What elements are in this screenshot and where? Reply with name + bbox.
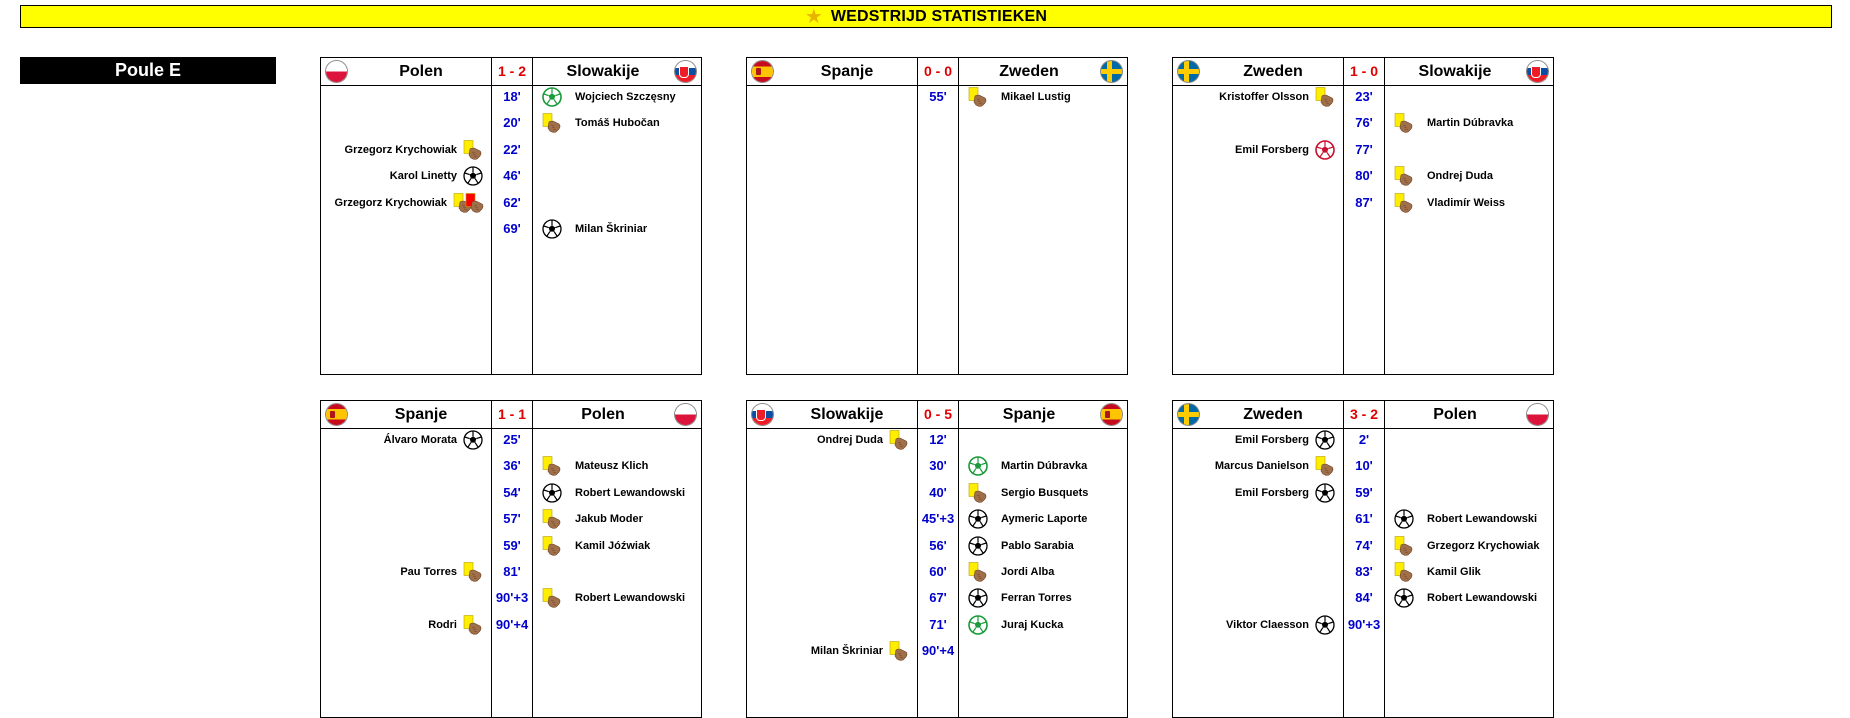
away-team-name: Zweden — [999, 63, 1059, 80]
yellow-card-icon — [463, 140, 483, 160]
event-minute: 90'+3 — [1347, 616, 1381, 632]
soccer-ball-icon — [1315, 483, 1335, 503]
event-row — [321, 482, 701, 504]
home-team-name: Spanje — [820, 63, 874, 80]
match-card — [746, 57, 1128, 375]
player-name: Grzegorz Krychowiak — [334, 196, 447, 209]
yellow-red-card-icon — [453, 193, 485, 213]
event-minute: 12' — [929, 432, 947, 447]
player-name: Rodri — [428, 618, 457, 631]
player-name: Juraj Kucka — [1001, 618, 1064, 631]
home-team-name: Spanje — [394, 406, 448, 423]
event-minute: 74' — [1355, 537, 1373, 553]
penalty-ball-icon — [1315, 140, 1335, 160]
match-header — [1173, 58, 1553, 86]
event-row — [321, 587, 701, 609]
yellow-card-icon — [542, 113, 562, 133]
event-row — [747, 535, 1127, 557]
player-name: Ondrej Duda — [816, 434, 883, 446]
match-score: 3 - 2 — [1349, 406, 1378, 422]
event-minute: 55' — [929, 89, 947, 104]
player-name: Emil Forsberg — [1235, 434, 1309, 446]
home-team-name: Zweden — [1243, 63, 1303, 80]
star-icon: ★ — [804, 5, 823, 28]
yellow-card-icon — [1394, 113, 1414, 133]
yellow-card-icon — [968, 562, 988, 582]
match-header — [747, 58, 1127, 86]
home-team-name: Polen — [399, 63, 443, 80]
event-row — [1173, 139, 1553, 161]
event-row — [1173, 561, 1553, 583]
soccer-ball-icon — [968, 536, 988, 556]
yellow-card-icon — [968, 87, 988, 107]
event-row — [747, 614, 1127, 636]
stats-banner — [20, 5, 1832, 28]
event-row — [321, 218, 701, 240]
match-card — [320, 400, 702, 718]
flag-icon — [1178, 61, 1199, 82]
event-minute: 18' — [503, 89, 521, 104]
match-card — [746, 400, 1128, 718]
player-name: Álvaro Morata — [383, 434, 457, 446]
flag-icon — [1101, 404, 1122, 425]
player-name: Kamil Glik — [1427, 566, 1481, 578]
player-name: Pablo Sarabia — [1001, 539, 1074, 552]
event-row — [747, 561, 1127, 583]
event-row — [1173, 112, 1553, 134]
event-row — [1173, 482, 1553, 504]
player-name: Robert Lewandowski — [575, 592, 686, 605]
event-minute: 87' — [1355, 194, 1373, 210]
yellow-card-icon — [1394, 536, 1414, 556]
event-minute: 10' — [1355, 458, 1373, 474]
flag-icon — [675, 61, 696, 82]
event-row — [747, 455, 1127, 477]
soccer-ball-icon — [1394, 509, 1414, 529]
match-score: 0 - 5 — [923, 406, 952, 422]
soccer-ball-icon — [968, 509, 988, 529]
event-row — [1173, 429, 1553, 451]
event-minute: 90'+4 — [495, 616, 529, 632]
flag-icon — [326, 61, 347, 82]
soccer-ball-icon — [542, 483, 562, 503]
own-goal-ball-icon — [542, 87, 562, 107]
player-name: Emil Forsberg — [1235, 143, 1309, 156]
event-minute: 67' — [929, 590, 947, 606]
soccer-ball-icon — [968, 588, 988, 608]
flag-icon — [675, 404, 696, 425]
yellow-card-icon — [542, 456, 562, 476]
flag-icon — [1527, 404, 1548, 425]
event-minute: 81' — [503, 564, 521, 579]
player-name: Mateusz Klich — [575, 460, 649, 473]
soccer-ball-icon — [463, 166, 483, 186]
yellow-card-icon — [542, 588, 562, 608]
match-header — [321, 401, 701, 429]
yellow-card-icon — [463, 562, 483, 582]
event-row — [747, 640, 1127, 662]
yellow-card-icon — [1394, 562, 1414, 582]
event-minute: 77' — [1355, 141, 1373, 157]
own-goal-ball-icon — [968, 615, 988, 635]
soccer-ball-icon — [463, 430, 483, 450]
flag-icon — [326, 404, 347, 425]
soccer-ball-icon — [1315, 430, 1335, 450]
event-row — [1173, 192, 1553, 214]
event-minute: 57' — [503, 511, 521, 527]
event-minute: 76' — [1355, 115, 1373, 131]
event-minute: 36' — [503, 458, 521, 474]
event-minute: 80' — [1355, 168, 1373, 184]
away-team-name: Spanje — [1002, 406, 1056, 423]
event-minute: 69' — [503, 221, 521, 236]
event-minute: 25' — [503, 432, 521, 447]
event-minute: 46' — [503, 168, 521, 184]
away-team-name: Slowakije — [566, 63, 640, 80]
home-team-name: Zweden — [1243, 406, 1303, 423]
yellow-card-icon — [889, 430, 909, 450]
event-row — [747, 482, 1127, 504]
player-name: Viktor Claesson — [1226, 618, 1309, 631]
player-name: Pau Torres — [400, 566, 457, 578]
event-row — [747, 508, 1127, 530]
event-minute: 23' — [1355, 89, 1373, 104]
event-row — [1173, 587, 1553, 609]
event-minute: 60' — [929, 564, 947, 579]
player-name: Mikael Lustig — [1001, 91, 1071, 103]
event-row — [747, 86, 1127, 108]
player-name: Karol Linetty — [389, 170, 457, 183]
soccer-ball-icon — [1315, 615, 1335, 635]
player-name: Ferran Torres — [1001, 592, 1072, 605]
event-minute: 20' — [503, 115, 521, 131]
flag-icon — [1101, 61, 1122, 82]
event-row — [321, 535, 701, 557]
player-name: Milan Škriniar — [810, 645, 883, 658]
match-card — [1172, 400, 1554, 718]
yellow-card-icon — [1394, 166, 1414, 186]
player-name: Milan Škriniar — [575, 223, 648, 235]
match-header — [1173, 401, 1553, 429]
yellow-card-icon — [889, 641, 909, 661]
event-row — [321, 429, 701, 451]
player-name: Robert Lewandowski — [1427, 592, 1538, 605]
event-row — [321, 614, 701, 636]
event-minute: 84' — [1355, 590, 1373, 606]
yellow-card-icon — [1394, 193, 1414, 213]
event-minute: 45'+3 — [921, 511, 955, 527]
banner-title: WEDSTRIJD STATISTIEKEN — [830, 7, 1048, 25]
player-name: Tomáš Hubočan — [575, 117, 660, 130]
player-name: Ondrej Duda — [1427, 170, 1494, 183]
event-minute: 62' — [503, 194, 521, 210]
yellow-card-icon — [463, 615, 483, 635]
yellow-card-icon — [542, 509, 562, 529]
match-score: 1 - 0 — [1349, 63, 1378, 79]
event-minute: 2' — [1358, 432, 1370, 447]
event-row — [321, 86, 701, 108]
own-goal-ball-icon — [968, 456, 988, 476]
flag-icon — [752, 61, 773, 82]
event-minute: 71' — [929, 616, 947, 632]
player-name: Robert Lewandowski — [1427, 513, 1538, 526]
event-minute: 61' — [1355, 511, 1373, 527]
player-name: Grzegorz Krychowiak — [1427, 539, 1540, 552]
player-name: Vladimír Weiss — [1427, 196, 1506, 209]
player-name: Martin Dúbravka — [1001, 460, 1088, 473]
match-header — [321, 58, 701, 86]
event-minute: 90'+4 — [921, 643, 955, 659]
away-team-name: Slowakije — [1418, 63, 1492, 80]
event-row — [1173, 508, 1553, 530]
event-row — [321, 561, 701, 583]
player-name: Robert Lewandowski — [575, 486, 686, 499]
home-team-name: Slowakije — [810, 406, 884, 423]
event-row — [321, 165, 701, 187]
match-score: 1 - 2 — [497, 63, 526, 79]
event-row — [321, 455, 701, 477]
away-team-name: Polen — [581, 406, 625, 423]
event-minute: 90'+3 — [495, 590, 529, 606]
event-minute: 54' — [503, 484, 521, 500]
flag-icon — [752, 404, 773, 425]
player-name: Grzegorz Krychowiak — [344, 143, 457, 156]
event-row — [321, 192, 701, 214]
flag-icon — [1178, 404, 1199, 425]
match-score: 1 - 1 — [497, 406, 526, 422]
player-name: Marcus Danielson — [1214, 460, 1309, 473]
event-row — [1173, 455, 1553, 477]
match-card — [1172, 57, 1554, 375]
match-card — [320, 57, 702, 375]
event-minute: 59' — [503, 537, 521, 553]
player-name: Kristoffer Olsson — [1219, 91, 1309, 103]
event-minute: 83' — [1355, 564, 1373, 579]
yellow-card-icon — [1315, 87, 1335, 107]
event-minute: 22' — [503, 141, 521, 157]
event-row — [321, 508, 701, 530]
event-row — [747, 587, 1127, 609]
match-header — [747, 401, 1127, 429]
event-minute: 40' — [929, 484, 947, 500]
player-name: Aymeric Laporte — [1001, 513, 1088, 526]
event-minute: 59' — [1355, 484, 1373, 500]
group-label: Poule E — [20, 57, 276, 84]
away-team-name: Polen — [1433, 406, 1477, 423]
flag-icon — [1527, 61, 1548, 82]
event-minute: 30' — [929, 458, 947, 474]
event-row — [747, 429, 1127, 451]
player-name: Wojciech Szczęsny — [575, 91, 676, 103]
yellow-card-icon — [968, 483, 988, 503]
event-row — [321, 139, 701, 161]
event-row — [1173, 86, 1553, 108]
yellow-card-icon — [1315, 456, 1335, 476]
player-name: Jakub Moder — [575, 513, 643, 526]
player-name: Kamil Jóźwiak — [575, 539, 651, 552]
player-name: Martin Dúbravka — [1427, 117, 1514, 130]
event-row — [1173, 165, 1553, 187]
event-row — [1173, 614, 1553, 636]
match-score: 0 - 0 — [923, 63, 952, 79]
player-name: Emil Forsberg — [1235, 486, 1309, 499]
soccer-ball-icon — [1394, 588, 1414, 608]
event-minute: 56' — [929, 537, 947, 553]
player-name: Jordi Alba — [1001, 566, 1055, 578]
yellow-card-icon — [542, 536, 562, 556]
soccer-ball-icon — [542, 219, 562, 239]
event-row — [321, 112, 701, 134]
event-row — [1173, 535, 1553, 557]
player-name: Sergio Busquets — [1001, 486, 1089, 499]
